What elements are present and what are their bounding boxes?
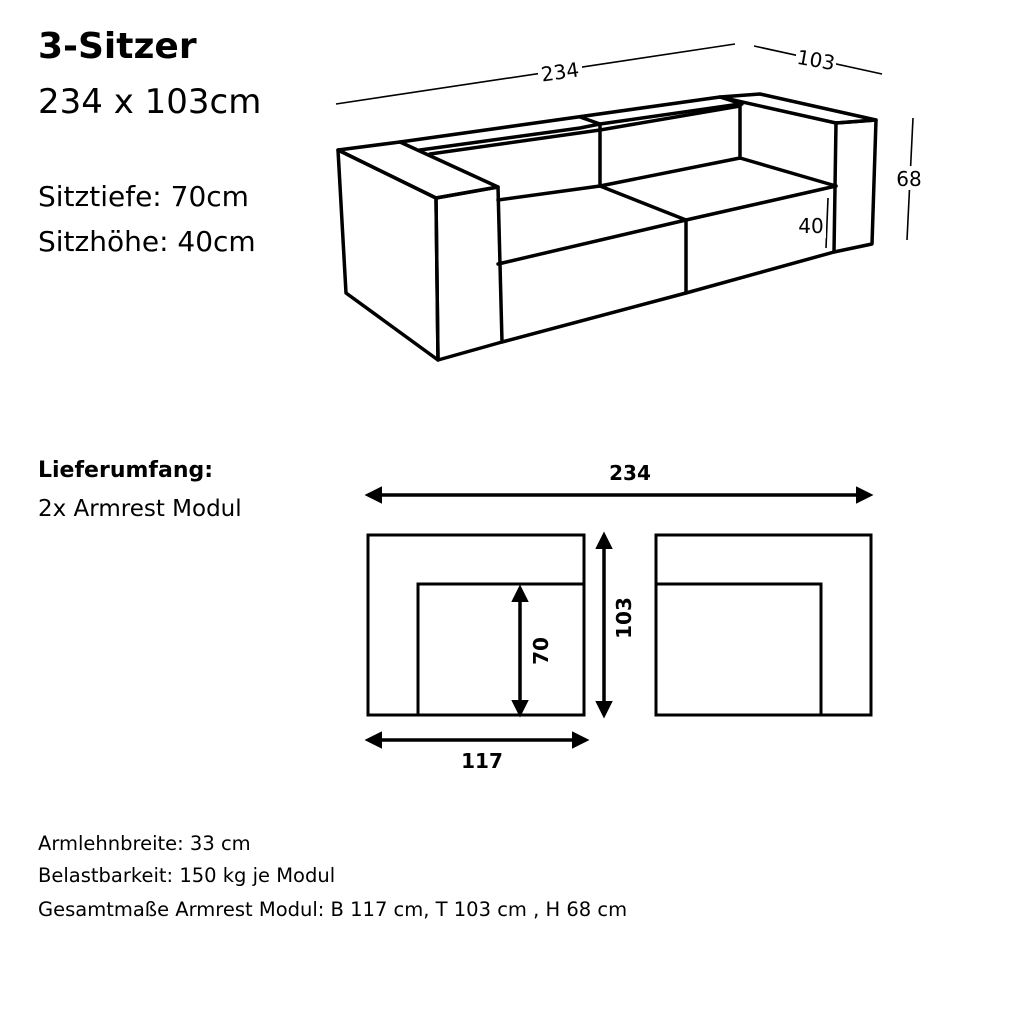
scope-heading: Lieferumfang: [38, 458, 214, 483]
seat-height-text: Sitzhöhe: 40cm [38, 225, 256, 258]
spec-module-dimensions: Gesamtmaße Armrest Modul: B 117 cm, T 103 cm , H 68 cm [38, 898, 628, 921]
right-module-seat [656, 584, 821, 715]
iso-depth-label: 103 [795, 44, 837, 76]
plan-module-width-label: 117 [461, 749, 503, 773]
iso-width-label: 234 [539, 57, 581, 87]
plan-seat-depth-label: 70 [529, 637, 553, 665]
left-module-outline [368, 535, 584, 715]
plan-module-depth-label: 103 [612, 597, 636, 639]
left-module-seat [418, 584, 584, 715]
right-module-outline [656, 535, 871, 715]
plan-total-width-label: 234 [609, 461, 651, 485]
spec-armrest-width: Armlehnbreite: 33 cm [38, 832, 251, 855]
iso-seat-height-label: 40 [798, 214, 824, 238]
spec-load-capacity: Belastbarkeit: 150 kg je Modul [38, 864, 336, 887]
scope-item: 2x Armrest Modul [38, 496, 242, 522]
iso-height-label: 68 [896, 167, 922, 191]
seat-depth-text: Sitztiefe: 70cm [38, 180, 249, 213]
overall-dimensions: 234 x 103cm [38, 82, 262, 122]
page-title: 3-Sitzer [38, 26, 197, 67]
